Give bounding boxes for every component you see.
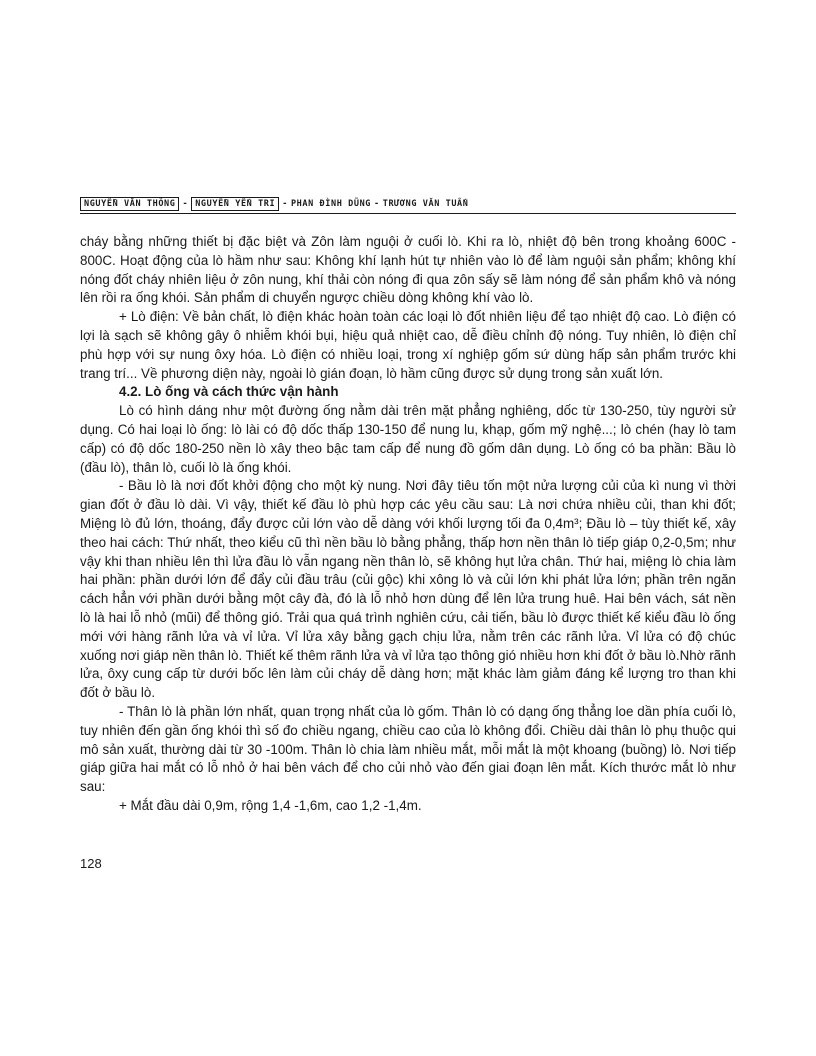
header-author-2: NGUYỄN YẾN TRI <box>191 197 279 211</box>
running-header <box>80 196 736 212</box>
section-heading: 4.2. Lò ống và cách thức vận hành <box>119 384 339 400</box>
paragraph-kiln-head: - Bầu lò là nơi đốt khởi động cho một kỳ nung. Nơi đây tiêu tốn một nửa lượng củi của kì nung vì thời gian đốt ở đầu lò dài. Vì vậy, thiết kế đầu lò phù hợp các yêu cầu sau: Là nơi chứa nhiều củi, than khi đốt; Miệng lò đủ lớn, thoáng, đẩy được củi lớn vào dễ dàng với khối lượng tối đa 0,4m³; Đầu lò – tùy thiết kế, xây theo hai cách: Thứ nhất, theo kiểu cũ thì nền bầu lò bằng phẳng, thấp hơn nền thân lò tiếp giáp 0,2-0,5m; như vậy khi than nhiều lên thì lửa đầu lò vẫn ngang nền thân lò, sẽ không hụt lửa chân. Thứ hai, miệng lò chia làm hai phần: phần dưới lớn để đẩy củi đầu trâu (củi gộc) khi xông lò và củi lớn khi phát lửa lớn; phần trên ngăn cách hẳn với phần dưới bằng một cây đà, đó là lỗ nhỏ hơn dùng để lên lửa trung huê. Hai bên vách, sát nền lò là hai lỗ nhỏ (mũi) để thông gió. Trải qua quá trình nghiên cứu, cải tiến, bầu lò được thiết kế kiểu đầu lò ống mới với hàng rãnh lửa và vỉ lửa. Vỉ lửa xây bằng gạch chịu lửa, nằm trên các rãnh lửa. Vỉ lửa có độ chúc xuống nơi giáp nền thân lò. Thiết kế thêm rãnh lửa và vỉ lửa tạo thông gió nhiều hơn khi đốt ở bầu lò.Nhờ rãnh lửa, ôxy cung cấp từ dưới bốc lên làm củi cháy dễ dàng hơn; mặt khác làm giảm đáng kể lượng tro than khi đốt ở bầu lò. <box>80 478 736 701</box>
page-number: 128 <box>80 856 102 871</box>
header-separator: - <box>282 199 288 209</box>
paragraph-kiln-body: - Thân lò là phần lớn nhất, quan trọng nhất của lò gốm. Thân lò có dạng ống thẳng loe dần phía cuối lò, tuy nhiên đến gần ống khói thì số đo chiều ngang, chiều cao của lò không đổi. Chiều dài thân lò phụ thuộc qui mô sản xuất, thường dài từ 30 -100m. Thân lò chia làm nhiều mắt, mỗi mắt là một khoang (buồng) lò. Nơi tiếp giáp giữa hai mắt có lỗ nhỏ ở hai bên vách để cho củi nhỏ vào đến giai đoạn lên mắt. Kích thước mắt lò như sau: <box>80 703 736 795</box>
body-text <box>80 233 736 816</box>
header-author-3: PHAN ĐÌNH DŨNG <box>290 199 372 209</box>
paragraph-first-chamber: + Mắt đầu dài 0,9m, rộng 1,4 -1,6m, cao 1,2 -1,4m. <box>119 797 422 813</box>
header-rule <box>80 213 736 214</box>
paragraph-electric-kiln: + Lò điện: Về bản chất, lò điện khác hoàn toàn các loại lò đốt nhiên liệu để tạo nhiệt độ cao. Lò điện có lợi là sạch sẽ không gây ô nhiễm khói bụi, hiệu quả nhiệt cao, dễ điều chỉnh độ nóng. Tuy nhiên, lò điện chỉ phù hợp với sự nung ôxy hóa. Lò điện có nhiều loại, trong xí nghiệp gốm sứ dùng hấp sản phẩm trước khi trang trí... Về phương diện này, ngoài lò gián đoạn, lò hầm cũng được sử dụng trong sản xuất lớn. <box>80 309 736 381</box>
header-author-4: TRƯƠNG VĂN TUẤN <box>382 199 469 209</box>
header-author-1: NGUYỄN VĂN THÔNG <box>80 197 179 211</box>
header-separator: - <box>374 199 380 209</box>
paragraph-continuation: cháy bằng những thiết bị đặc biệt và Zôn làm nguội ở cuối lò. Khi ra lò, nhiệt độ bên trong khoảng 600C - 800C. Hoạt động của lò hầm như sau: Không khí lạnh hút tự nhiên vào lò để làm nguội sản phẩm; không khí nóng đốt cháy nhiên liệu ở zôn nung, khí thải còn nóng đi qua zôn sấy sẽ làm nóng để sản phẩm khô và nóng lên rồi ra ống khói. Sản phẩm di chuyển ngược chiều dòng không khí vào lò. <box>80 234 736 306</box>
header-separator: - <box>182 199 189 209</box>
paragraph-tube-kiln-intro: Lò có hình dáng như một đường ống nằm dài trên mặt phẳng nghiêng, dốc từ 130-250, tùy người sử dụng. Có hai loại lò ống: lò lài có độ dốc thấp 130-150 để nung lu, khạp, gốm mỹ nghệ...; lò chén (hay lò tam cấp) có độ dốc 180-250 nền lò xây theo bậc tam cấp để nung đồ gốm dân dụng. Lò ống có ba phần: Bầu lò (đầu lò), thân lò, cuối lò là ống khói. <box>80 403 736 475</box>
